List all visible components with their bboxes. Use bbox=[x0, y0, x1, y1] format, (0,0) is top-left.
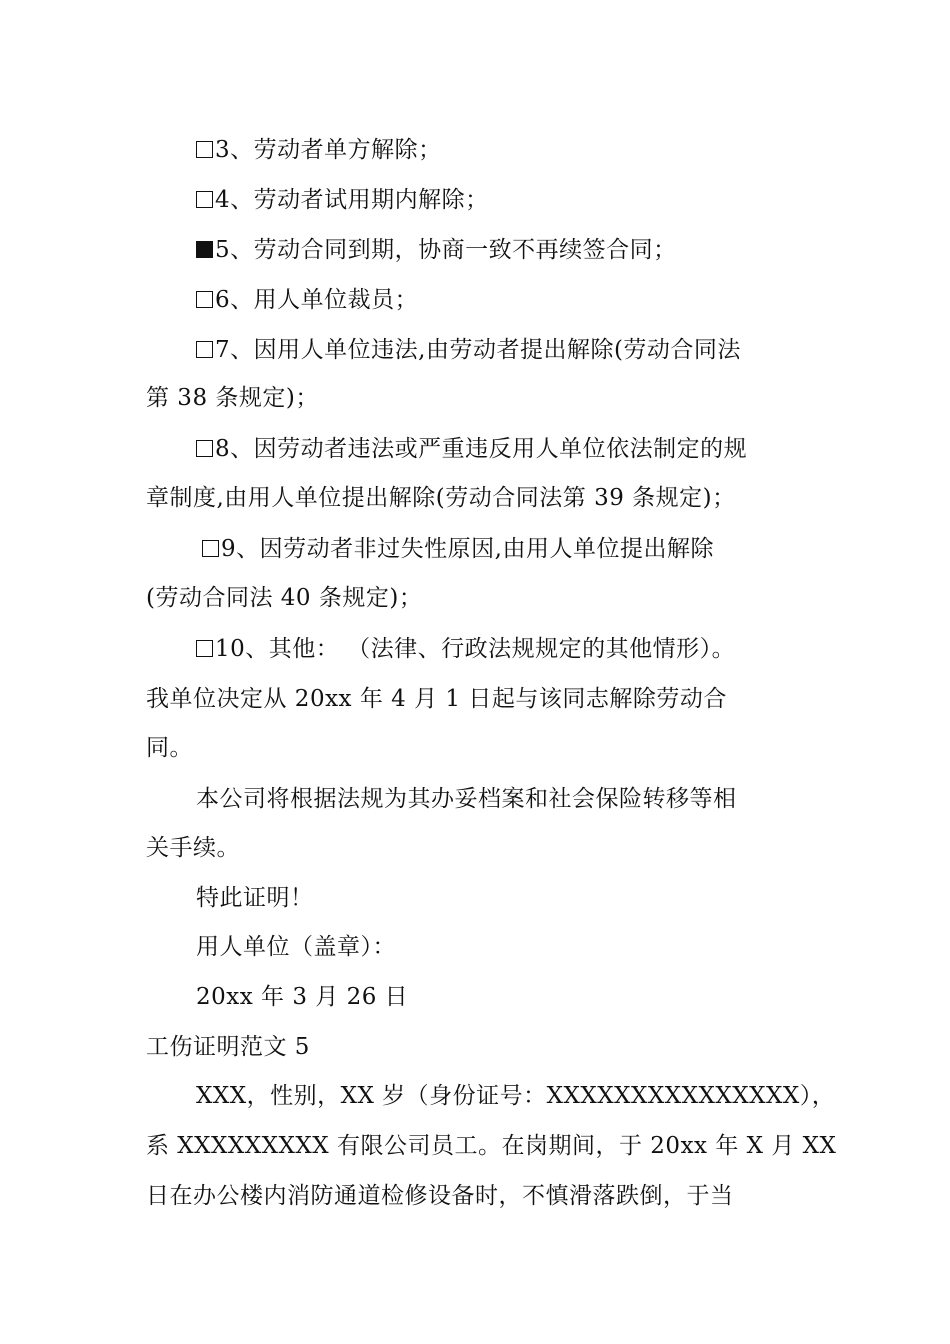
option-text: 4、劳动者试用期内解除； bbox=[215, 187, 489, 213]
decision-line-1: 我单位决定从 20xx 年 4 月 1 日起与该同志解除劳动合 bbox=[146, 686, 727, 712]
checkbox-unchecked-icon bbox=[202, 540, 219, 557]
signature-line: 用人单位（盖章）： bbox=[196, 934, 396, 960]
option-text: 3、劳动者单方解除； bbox=[215, 137, 442, 163]
transfer-line-1: 本公司将根据法规为其办妥档案和社会保险转移等相 bbox=[196, 786, 737, 812]
option-text: 5、劳动合同到期，协商一致不再续签合同； bbox=[215, 237, 677, 263]
option-item-6 bbox=[196, 285, 806, 315]
option-item-8 bbox=[196, 434, 806, 464]
checkbox-unchecked-icon bbox=[196, 640, 213, 657]
option-text: 10、其他： （法律、行政法规规定的其他情形）。 bbox=[215, 636, 736, 662]
option-item-7-continuation: 第 38 条规定)； bbox=[146, 385, 319, 411]
section-title: 工伤证明范文 5 bbox=[146, 1034, 310, 1060]
injury-line-2: 系 XXXXXXXXX 有限公司员工。在岗期间，于 20xx 年 X 月 XX bbox=[146, 1133, 837, 1159]
option-item-8-continuation: 章制度,由用人单位提出解除(劳动合同法第 39 条规定)； bbox=[146, 485, 736, 511]
option-item-3 bbox=[196, 135, 806, 165]
option-item-7 bbox=[196, 335, 806, 365]
injury-line-3: 日在办公楼内消防通道检修设备时，不慎滑落跌倒，于当 bbox=[146, 1183, 734, 1209]
option-text: 8、因劳动者违法或严重违反用人单位依法制定的规 bbox=[215, 436, 748, 462]
injury-line-1: XXX，性别，XX 岁（身份证号：XXXXXXXXXXXXXXX）， bbox=[196, 1083, 836, 1109]
transfer-line-2: 关手续。 bbox=[146, 835, 240, 861]
option-item-10 bbox=[196, 634, 806, 664]
decision-line-2: 同。 bbox=[146, 735, 193, 761]
option-text: 7、因用人单位违法,由劳动者提出解除(劳动合同法 bbox=[215, 337, 741, 363]
option-text: 6、用人单位裁员； bbox=[215, 287, 419, 313]
option-item-9 bbox=[202, 534, 812, 564]
option-text: 9、因劳动者非过失性原因,由用人单位提出解除 bbox=[221, 536, 714, 562]
signature-date: 20xx 年 3 月 26 日 bbox=[196, 984, 409, 1010]
checkbox-unchecked-icon bbox=[196, 341, 213, 358]
option-item-5 bbox=[196, 235, 806, 265]
checkbox-unchecked-icon bbox=[196, 440, 213, 457]
closing-statement: 特此证明！ bbox=[196, 885, 314, 911]
checkbox-unchecked-icon bbox=[196, 191, 213, 208]
checkbox-checked-icon bbox=[196, 241, 213, 258]
option-item-9-continuation: (劳动合同法 40 条规定)； bbox=[146, 585, 423, 611]
checkbox-unchecked-icon bbox=[196, 291, 213, 308]
option-item-4 bbox=[196, 185, 806, 215]
checkbox-unchecked-icon bbox=[196, 141, 213, 158]
